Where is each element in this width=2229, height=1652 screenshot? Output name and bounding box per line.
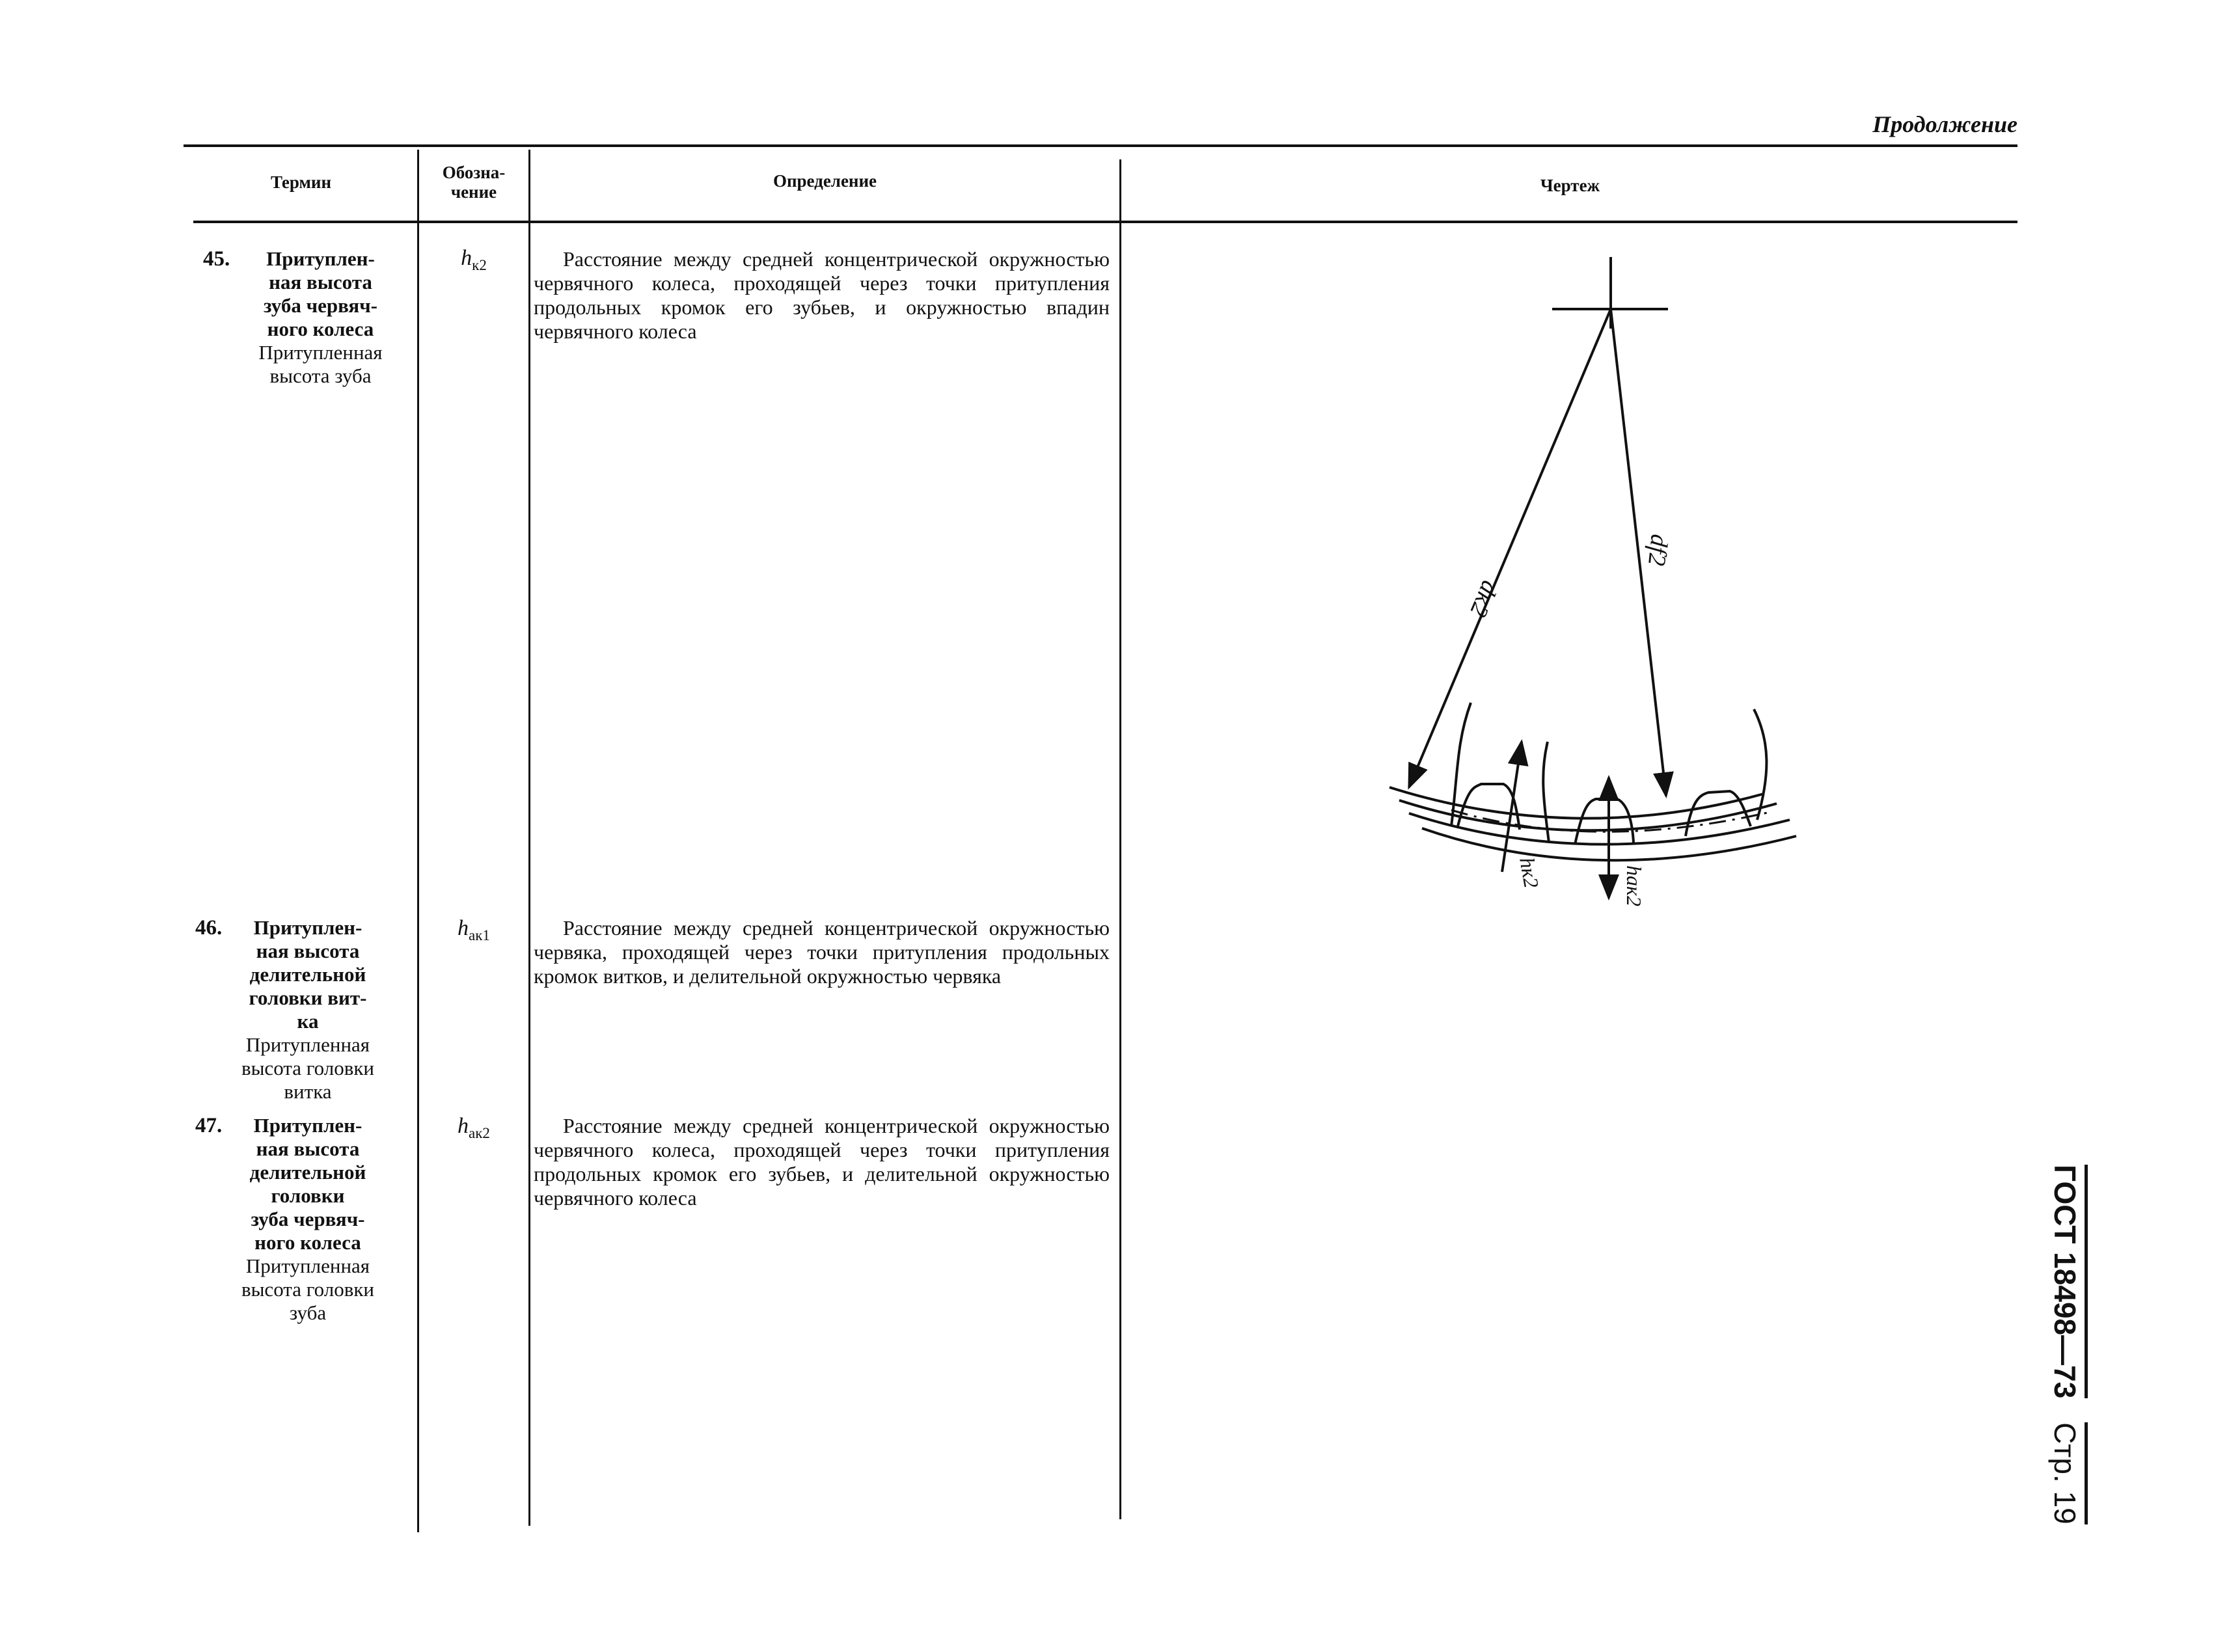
- side-label-standard: ГОСТ 18498—73: [2048, 1165, 2088, 1398]
- header-term: Термин: [270, 172, 332, 192]
- symbol-letter: h: [458, 916, 469, 940]
- row-45-definition: Расстояние между средней концентрической окружностью червячного колеса, проходящей через точки притупления продольных кромок его зубьев, и окружностью впадин червячного колеса: [534, 247, 1110, 343]
- term-line: головки: [271, 1184, 345, 1207]
- term-line: ная высота: [269, 271, 372, 293]
- df2-label: df2: [1642, 533, 1673, 567]
- tooth-2: [1575, 799, 1634, 845]
- hak2-label: hак2: [1622, 865, 1646, 906]
- term-line: ная высота: [256, 1137, 360, 1160]
- symbol-subscript: ак1: [469, 927, 490, 943]
- term-line: Притупленная: [245, 1254, 370, 1277]
- dk2-label: dк2: [1464, 576, 1504, 621]
- header-symbol: [422, 163, 526, 202]
- term-line: высота зуба: [269, 364, 372, 387]
- column-divider-3: [1119, 159, 1121, 1519]
- row-46-number: 46.: [195, 916, 223, 940]
- row-45-term: [231, 247, 410, 388]
- term-line: ка: [297, 1010, 319, 1033]
- term-line: Притупленная: [258, 341, 383, 364]
- dk2-ray: [1409, 309, 1611, 787]
- column-divider-1: [417, 150, 419, 1532]
- term-line: зуба червяч-: [263, 294, 378, 317]
- term-line: витка: [284, 1080, 332, 1103]
- row-47-symbol: [422, 1114, 526, 1142]
- header-symbol-line2: чение: [450, 182, 497, 202]
- row-47-term: [207, 1114, 409, 1325]
- symbol-subscript: ак2: [469, 1124, 490, 1141]
- term-line: головки вит-: [249, 986, 367, 1009]
- term-line: зуба: [289, 1301, 327, 1324]
- term-line: Притуплен-: [266, 247, 375, 270]
- row-47-definition: Расстояние между средней концентрической окружностью червячного колеса, проходящей через точки притупления продольных кромок его зубьев, и делительной окружностью червячного колеса: [534, 1114, 1110, 1210]
- term-line: высота головки: [241, 1057, 375, 1079]
- row-45-number: 45.: [203, 247, 230, 271]
- row-46-symbol: [422, 916, 526, 944]
- term-line: делительной: [249, 963, 366, 986]
- hk2-label: hк2: [1515, 855, 1544, 890]
- header-symbol-line1: Обозна-: [442, 163, 506, 182]
- term-line: Притуплен-: [253, 916, 362, 939]
- term-line: ного колеса: [254, 1231, 361, 1254]
- term-line: делительной: [249, 1161, 366, 1184]
- row-46-term: [207, 916, 409, 1104]
- side-label-page: Стр. 19: [2048, 1422, 2088, 1524]
- symbol-letter: h: [458, 1114, 469, 1138]
- continuation-label: Продолжение: [1872, 111, 2017, 137]
- term-line: Притупленная: [245, 1033, 370, 1056]
- term-line: ного колеса: [267, 318, 374, 340]
- row-47-number: 47.: [195, 1114, 223, 1137]
- flank-right: [1754, 709, 1766, 820]
- column-divider-2: [528, 150, 530, 1526]
- table-top-rule: [184, 144, 2017, 147]
- header-drawing: Чертеж: [1540, 176, 1600, 195]
- worm-wheel-drawing: [1354, 247, 1822, 937]
- term-line: зуба червяч-: [251, 1208, 365, 1230]
- term-line: ная высота: [256, 940, 360, 962]
- symbol-subscript: к2: [472, 256, 487, 273]
- symbol-letter: h: [461, 246, 472, 270]
- side-label: [2031, 1165, 2083, 1529]
- header-definition: Определение: [773, 171, 877, 191]
- header-bottom-rule: [193, 221, 2017, 223]
- row-46-definition: Расстояние между средней концентрической окружностью червяка, проходящей через точки притупления продольных кромок витков, и делительной окружностью червяка: [534, 916, 1110, 988]
- term-line: Притуплен-: [253, 1114, 362, 1137]
- row-45-symbol: [422, 246, 526, 274]
- term-line: высота головки: [241, 1278, 375, 1301]
